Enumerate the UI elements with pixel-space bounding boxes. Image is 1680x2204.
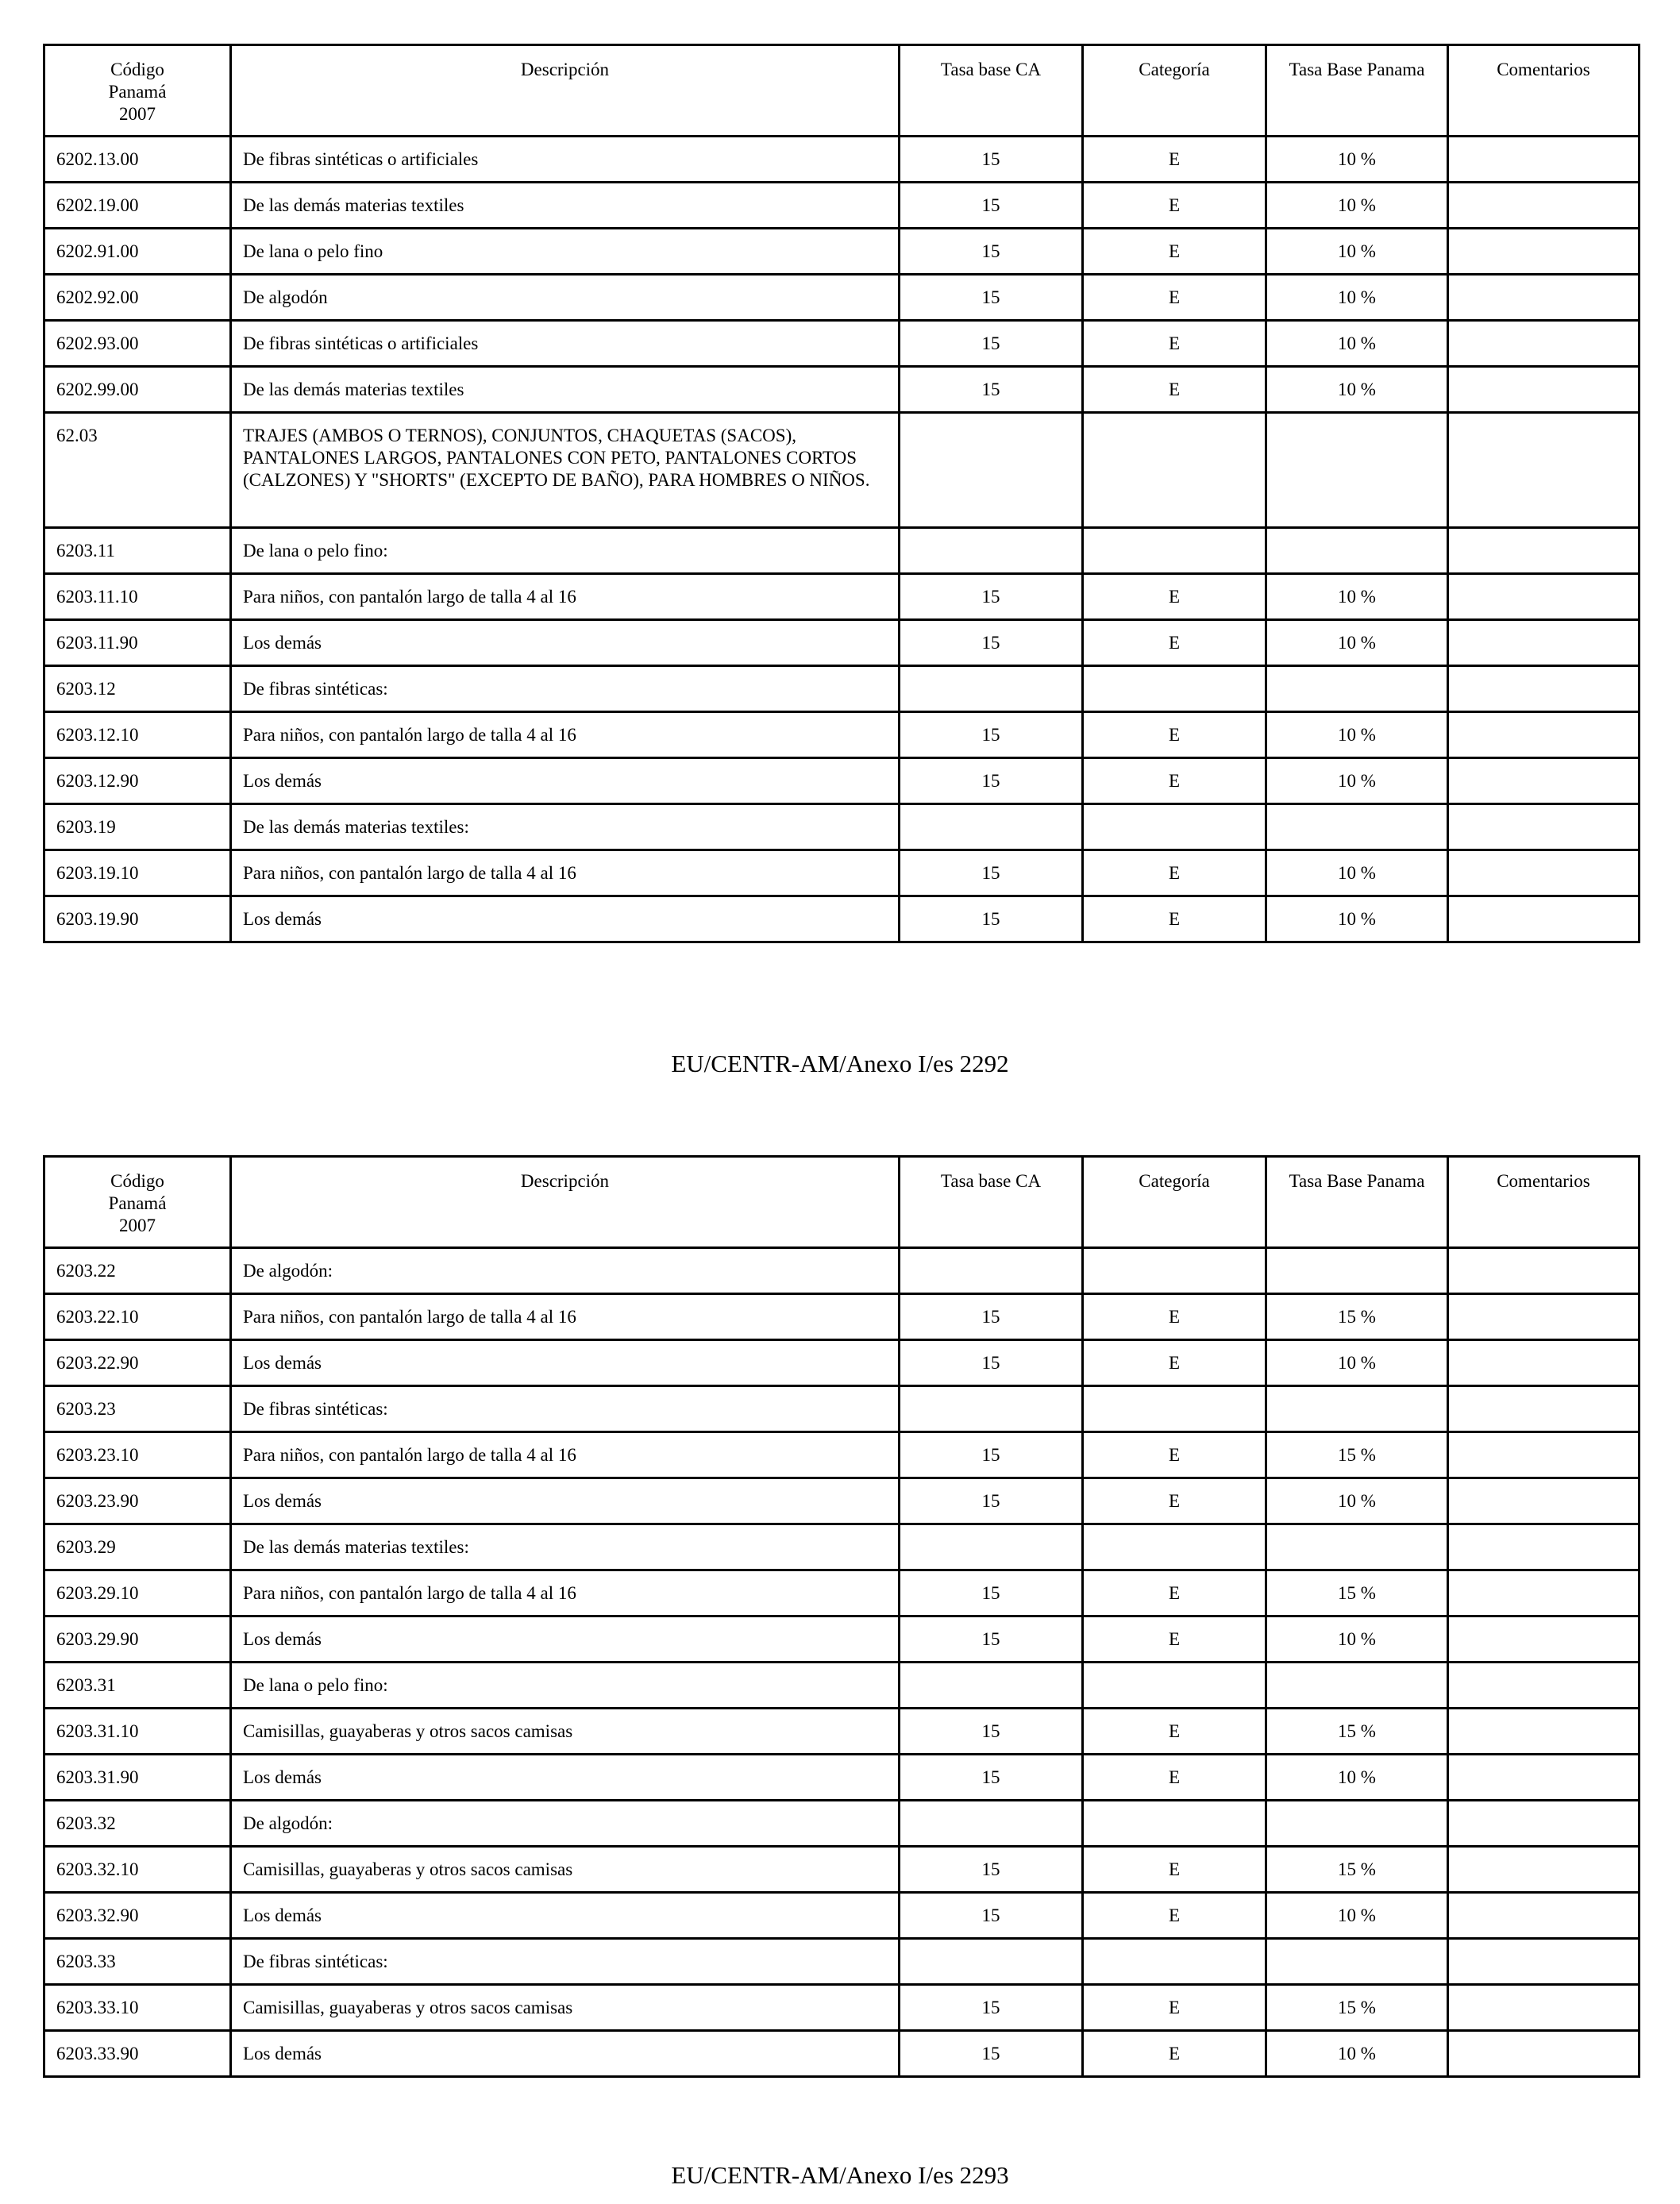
tasa-base-panama-cell <box>1266 1248 1448 1294</box>
description-cell: Para niños, con pantalón largo de talla 4 al 16 <box>231 850 900 896</box>
categoria-cell: E <box>1083 367 1266 413</box>
tariff-table-2 <box>43 1155 1640 2078</box>
table-row <box>44 1386 1640 1432</box>
categoria-cell <box>1083 666 1266 712</box>
tasa-base-panama-cell: 10 % <box>1266 712 1448 758</box>
table-row <box>44 896 1640 942</box>
tasa-base-ca-cell <box>900 1663 1083 1709</box>
categoria-cell <box>1083 1939 1266 1985</box>
table-row <box>44 275 1640 321</box>
description-cell: Los demás <box>231 896 900 942</box>
categoria-cell: E <box>1083 183 1266 229</box>
comentarios-cell <box>1448 804 1640 850</box>
tasa-base-ca-cell: 15 <box>900 1847 1083 1893</box>
description-cell: De fibras sintéticas o artificiales <box>231 137 900 183</box>
tasa-base-panama-cell: 10 % <box>1266 758 1448 804</box>
categoria-cell: E <box>1083 712 1266 758</box>
header-tasa-base-panama: Tasa Base Panama <box>1266 45 1448 137</box>
description-cell: De fibras sintéticas: <box>231 1386 900 1432</box>
tasa-base-panama-cell <box>1266 1663 1448 1709</box>
tasa-base-ca-cell: 15 <box>900 1985 1083 2031</box>
tasa-base-panama-cell: 10 % <box>1266 275 1448 321</box>
table-row <box>44 2031 1640 2077</box>
tasa-base-ca-cell <box>900 804 1083 850</box>
description-cell: Los demás <box>231 2031 900 2077</box>
categoria-cell: E <box>1083 896 1266 942</box>
tasa-base-panama-cell <box>1266 1801 1448 1847</box>
header-descripcion: Descripción <box>231 45 900 137</box>
description-cell: De lana o pelo fino: <box>231 1663 900 1709</box>
tasa-base-panama-cell: 10 % <box>1266 1616 1448 1663</box>
tasa-base-panama-cell <box>1266 1939 1448 1985</box>
table-header <box>44 1157 1640 1248</box>
comentarios-cell <box>1448 1340 1640 1386</box>
description-cell: Para niños, con pantalón largo de talla 4 al 16 <box>231 712 900 758</box>
code-cell: 6203.23 <box>44 1386 231 1432</box>
tasa-base-panama-cell <box>1266 1524 1448 1570</box>
comentarios-cell <box>1448 528 1640 574</box>
tasa-base-panama-cell: 10 % <box>1266 1340 1448 1386</box>
categoria-cell <box>1083 1524 1266 1570</box>
code-cell: 6203.29 <box>44 1524 231 1570</box>
categoria-cell: E <box>1083 1616 1266 1663</box>
table-row <box>44 528 1640 574</box>
code-cell: 6203.33 <box>44 1939 231 1985</box>
comentarios-cell <box>1448 1294 1640 1340</box>
tasa-base-ca-cell: 15 <box>900 183 1083 229</box>
header-comentarios: Comentarios <box>1448 45 1640 137</box>
code-cell: 6203.19.10 <box>44 850 231 896</box>
categoria-cell: E <box>1083 275 1266 321</box>
tasa-base-panama-cell: 10 % <box>1266 896 1448 942</box>
categoria-cell: E <box>1083 1755 1266 1801</box>
categoria-cell <box>1083 1386 1266 1432</box>
description-cell: Los demás <box>231 1478 900 1524</box>
table-row <box>44 1478 1640 1524</box>
comentarios-cell <box>1448 1432 1640 1478</box>
tasa-base-panama-cell: 15 % <box>1266 1847 1448 1893</box>
comentarios-cell <box>1448 1663 1640 1709</box>
tasa-base-panama-cell: 10 % <box>1266 620 1448 666</box>
comentarios-cell <box>1448 1847 1640 1893</box>
tasa-base-ca-cell: 15 <box>900 229 1083 275</box>
header-comentarios: Comentarios <box>1448 1157 1640 1248</box>
description-cell: De lana o pelo fino <box>231 229 900 275</box>
table-row <box>44 321 1640 367</box>
table-row <box>44 183 1640 229</box>
tasa-base-panama-cell <box>1266 1386 1448 1432</box>
code-cell: 6203.32.90 <box>44 1893 231 1939</box>
code-cell: 6203.29.10 <box>44 1570 231 1616</box>
tasa-base-panama-cell: 10 % <box>1266 2031 1448 2077</box>
description-cell: Los demás <box>231 1616 900 1663</box>
categoria-cell: E <box>1083 850 1266 896</box>
description-cell: Los demás <box>231 1893 900 1939</box>
code-cell: 6203.31.10 <box>44 1709 231 1755</box>
table-body <box>44 137 1640 942</box>
table-header <box>44 45 1640 137</box>
categoria-cell: E <box>1083 1709 1266 1755</box>
tasa-base-ca-cell: 15 <box>900 1478 1083 1524</box>
categoria-cell: E <box>1083 1432 1266 1478</box>
tasa-base-panama-cell: 10 % <box>1266 850 1448 896</box>
tasa-base-ca-cell: 15 <box>900 712 1083 758</box>
categoria-cell: E <box>1083 620 1266 666</box>
tasa-base-panama-cell: 15 % <box>1266 1570 1448 1616</box>
comentarios-cell <box>1448 758 1640 804</box>
tasa-base-ca-cell: 15 <box>900 1616 1083 1663</box>
tasa-base-panama-cell: 10 % <box>1266 1893 1448 1939</box>
tasa-base-panama-cell <box>1266 666 1448 712</box>
table-row <box>44 574 1640 620</box>
comentarios-cell <box>1448 413 1640 528</box>
code-cell: 62.03 <box>44 413 231 528</box>
comentarios-cell <box>1448 1524 1640 1570</box>
code-cell: 6203.12.90 <box>44 758 231 804</box>
description-cell: Camisillas, guayaberas y otros sacos camisas <box>231 1709 900 1755</box>
tariff-table-1 <box>43 44 1640 943</box>
comentarios-cell <box>1448 229 1640 275</box>
table-row <box>44 1294 1640 1340</box>
header-tasa-base-panama: Tasa Base Panama <box>1266 1157 1448 1248</box>
comentarios-cell <box>1448 321 1640 367</box>
tasa-base-ca-cell <box>900 1801 1083 1847</box>
categoria-cell: E <box>1083 1340 1266 1386</box>
code-cell: 6203.33.10 <box>44 1985 231 2031</box>
tasa-base-ca-cell <box>900 1248 1083 1294</box>
code-cell: 6203.23.90 <box>44 1478 231 1524</box>
table-row <box>44 1570 1640 1616</box>
table-row <box>44 712 1640 758</box>
comentarios-cell <box>1448 183 1640 229</box>
header-tasa-base-ca: Tasa base CA <box>900 1157 1083 1248</box>
tasa-base-panama-cell: 10 % <box>1266 574 1448 620</box>
comentarios-cell <box>1448 620 1640 666</box>
description-cell: De las demás materias textiles: <box>231 1524 900 1570</box>
code-cell: 6203.29.90 <box>44 1616 231 1663</box>
comentarios-cell <box>1448 1801 1640 1847</box>
table-row <box>44 1893 1640 1939</box>
tasa-base-ca-cell: 15 <box>900 137 1083 183</box>
tasa-base-ca-cell <box>900 666 1083 712</box>
table-row <box>44 1755 1640 1801</box>
description-cell: Los demás <box>231 1340 900 1386</box>
description-cell: De algodón <box>231 275 900 321</box>
description-cell: Los demás <box>231 1755 900 1801</box>
tasa-base-ca-cell: 15 <box>900 896 1083 942</box>
comentarios-cell <box>1448 1248 1640 1294</box>
categoria-cell: E <box>1083 1893 1266 1939</box>
description-cell: De fibras sintéticas: <box>231 1939 900 1985</box>
tasa-base-ca-cell <box>900 528 1083 574</box>
categoria-cell <box>1083 1801 1266 1847</box>
header-tasa-base-ca: Tasa base CA <box>900 45 1083 137</box>
tasa-base-ca-cell: 15 <box>900 1709 1083 1755</box>
tasa-base-ca-cell: 15 <box>900 1294 1083 1340</box>
comentarios-cell <box>1448 1893 1640 1939</box>
tasa-base-ca-cell: 15 <box>900 367 1083 413</box>
tasa-base-panama-cell: 10 % <box>1266 137 1448 183</box>
table-row <box>44 1340 1640 1386</box>
tasa-base-ca-cell: 15 <box>900 850 1083 896</box>
code-cell: 6203.32.10 <box>44 1847 231 1893</box>
comentarios-cell <box>1448 1478 1640 1524</box>
comentarios-cell <box>1448 1616 1640 1663</box>
tasa-base-ca-cell: 15 <box>900 1432 1083 1478</box>
categoria-cell: E <box>1083 1294 1266 1340</box>
description-cell: De fibras sintéticas: <box>231 666 900 712</box>
table-row <box>44 1663 1640 1709</box>
header-codigo: Código Panamá 2007 <box>44 1157 231 1248</box>
comentarios-cell <box>1448 896 1640 942</box>
categoria-cell <box>1083 528 1266 574</box>
description-cell: TRAJES (AMBOS O TERNOS), CONJUNTOS, CHAQUETAS (SACOS), PANTALONES LARGOS, PANTALONES CON PETO, PANTALONES CORTOS (CALZONES) Y "SHORTS" (EXCEPTO DE BAÑO), PARA HOMBRES O NIÑOS. <box>231 413 900 528</box>
tasa-base-panama-cell: 15 % <box>1266 1709 1448 1755</box>
tasa-base-ca-cell <box>900 413 1083 528</box>
table-row <box>44 666 1640 712</box>
header-codigo: Código Panamá 2007 <box>44 45 231 137</box>
code-cell: 6203.22 <box>44 1248 231 1294</box>
description-cell: De las demás materias textiles: <box>231 804 900 850</box>
comentarios-cell <box>1448 666 1640 712</box>
comentarios-cell <box>1448 1755 1640 1801</box>
tasa-base-panama-cell <box>1266 413 1448 528</box>
description-cell: Para niños, con pantalón largo de talla 4 al 16 <box>231 1432 900 1478</box>
tasa-base-panama-cell <box>1266 528 1448 574</box>
tasa-base-ca-cell: 15 <box>900 2031 1083 2077</box>
tasa-base-ca-cell: 15 <box>900 1570 1083 1616</box>
tasa-base-ca-cell <box>900 1524 1083 1570</box>
code-cell: 6203.32 <box>44 1801 231 1847</box>
description-cell: Camisillas, guayaberas y otros sacos camisas <box>231 1847 900 1893</box>
description-cell: Los demás <box>231 758 900 804</box>
code-cell: 6203.11 <box>44 528 231 574</box>
comentarios-cell <box>1448 137 1640 183</box>
categoria-cell: E <box>1083 321 1266 367</box>
table-row <box>44 229 1640 275</box>
table-row <box>44 1616 1640 1663</box>
table-row <box>44 1248 1640 1294</box>
table-row <box>44 413 1640 528</box>
description-cell: Para niños, con pantalón largo de talla 4 al 16 <box>231 1570 900 1616</box>
code-cell: 6203.31.90 <box>44 1755 231 1801</box>
table-row <box>44 1801 1640 1847</box>
tasa-base-ca-cell: 15 <box>900 1340 1083 1386</box>
code-cell: 6202.92.00 <box>44 275 231 321</box>
categoria-cell <box>1083 1248 1266 1294</box>
table-row <box>44 137 1640 183</box>
table-row <box>44 1709 1640 1755</box>
code-cell: 6202.99.00 <box>44 367 231 413</box>
categoria-cell <box>1083 1663 1266 1709</box>
categoria-cell <box>1083 413 1266 528</box>
tasa-base-panama-cell: 10 % <box>1266 321 1448 367</box>
comentarios-cell <box>1448 574 1640 620</box>
categoria-cell: E <box>1083 2031 1266 2077</box>
categoria-cell: E <box>1083 229 1266 275</box>
description-cell: De fibras sintéticas o artificiales <box>231 321 900 367</box>
code-cell: 6203.22.10 <box>44 1294 231 1340</box>
code-cell: 6202.19.00 <box>44 183 231 229</box>
comentarios-cell <box>1448 1386 1640 1432</box>
tasa-base-ca-cell: 15 <box>900 1755 1083 1801</box>
comentarios-cell <box>1448 712 1640 758</box>
table-row <box>44 620 1640 666</box>
code-cell: 6203.31 <box>44 1663 231 1709</box>
tasa-base-ca-cell <box>900 1939 1083 1985</box>
tasa-base-ca-cell: 15 <box>900 1893 1083 1939</box>
comentarios-cell <box>1448 1709 1640 1755</box>
categoria-cell: E <box>1083 1570 1266 1616</box>
code-cell: 6202.13.00 <box>44 137 231 183</box>
categoria-cell <box>1083 804 1266 850</box>
description-cell: Camisillas, guayaberas y otros sacos camisas <box>231 1985 900 2031</box>
table-row <box>44 1432 1640 1478</box>
tasa-base-ca-cell: 15 <box>900 574 1083 620</box>
code-cell: 6203.33.90 <box>44 2031 231 2077</box>
header-descripcion: Descripción <box>231 1157 900 1248</box>
description-cell: De algodón: <box>231 1801 900 1847</box>
code-cell: 6203.11.90 <box>44 620 231 666</box>
code-cell: 6202.93.00 <box>44 321 231 367</box>
description-cell: De algodón: <box>231 1248 900 1294</box>
page-footer-1: EU/CENTR-AM/Anexo I/es 2292 <box>671 1050 1009 1077</box>
tasa-base-panama-cell <box>1266 804 1448 850</box>
tasa-base-panama-cell: 10 % <box>1266 367 1448 413</box>
code-cell: 6203.22.90 <box>44 1340 231 1386</box>
code-cell: 6203.23.10 <box>44 1432 231 1478</box>
comentarios-cell <box>1448 275 1640 321</box>
comentarios-cell <box>1448 2031 1640 2077</box>
tasa-base-panama-cell: 15 % <box>1266 1432 1448 1478</box>
categoria-cell: E <box>1083 1985 1266 2031</box>
tasa-base-panama-cell: 10 % <box>1266 229 1448 275</box>
code-cell: 6203.19 <box>44 804 231 850</box>
description-cell: De las demás materias textiles <box>231 367 900 413</box>
table-row <box>44 850 1640 896</box>
table-row <box>44 1524 1640 1570</box>
description-cell: Para niños, con pantalón largo de talla 4 al 16 <box>231 1294 900 1340</box>
table-row <box>44 367 1640 413</box>
tasa-base-ca-cell: 15 <box>900 620 1083 666</box>
tasa-base-panama-cell: 10 % <box>1266 1478 1448 1524</box>
categoria-cell: E <box>1083 1478 1266 1524</box>
comentarios-cell <box>1448 1570 1640 1616</box>
tasa-base-ca-cell: 15 <box>900 275 1083 321</box>
tasa-base-panama-cell: 10 % <box>1266 1755 1448 1801</box>
comentarios-cell <box>1448 850 1640 896</box>
tasa-base-ca-cell: 15 <box>900 758 1083 804</box>
table-row <box>44 1985 1640 2031</box>
tasa-base-panama-cell: 10 % <box>1266 183 1448 229</box>
code-cell: 6202.91.00 <box>44 229 231 275</box>
table-row <box>44 758 1640 804</box>
comentarios-cell <box>1448 1939 1640 1985</box>
tasa-base-panama-cell: 15 % <box>1266 1985 1448 2031</box>
table-body <box>44 1248 1640 2077</box>
comentarios-cell <box>1448 1985 1640 2031</box>
tasa-base-panama-cell: 15 % <box>1266 1294 1448 1340</box>
comentarios-cell <box>1448 367 1640 413</box>
description-cell: De las demás materias textiles <box>231 183 900 229</box>
code-cell: 6203.11.10 <box>44 574 231 620</box>
tasa-base-ca-cell: 15 <box>900 321 1083 367</box>
header-categoria: Categoría <box>1083 1157 1266 1248</box>
tasa-base-ca-cell <box>900 1386 1083 1432</box>
categoria-cell: E <box>1083 137 1266 183</box>
description-cell: Los demás <box>231 620 900 666</box>
table-row <box>44 1847 1640 1893</box>
page-footer-2: EU/CENTR-AM/Anexo I/es 2293 <box>671 2161 1009 2189</box>
table-row <box>44 1939 1640 1985</box>
code-cell: 6203.12 <box>44 666 231 712</box>
categoria-cell: E <box>1083 758 1266 804</box>
categoria-cell: E <box>1083 574 1266 620</box>
code-cell: 6203.19.90 <box>44 896 231 942</box>
description-cell: Para niños, con pantalón largo de talla 4 al 16 <box>231 574 900 620</box>
categoria-cell: E <box>1083 1847 1266 1893</box>
table-row <box>44 804 1640 850</box>
description-cell: De lana o pelo fino: <box>231 528 900 574</box>
code-cell: 6203.12.10 <box>44 712 231 758</box>
header-categoria: Categoría <box>1083 45 1266 137</box>
